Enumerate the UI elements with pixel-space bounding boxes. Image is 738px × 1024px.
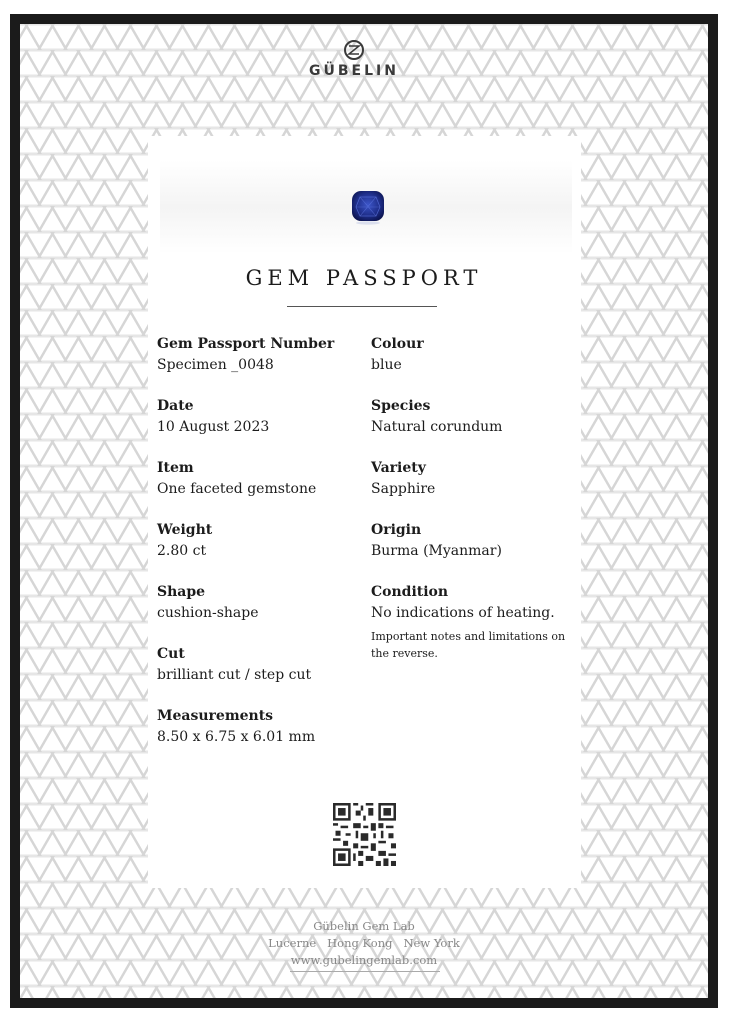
- field-value: Natural corundum: [371, 419, 503, 435]
- field-label: Condition: [371, 584, 449, 600]
- field-value: blue: [371, 357, 402, 373]
- field-label: Variety: [371, 460, 426, 476]
- field-label: Gem Passport Number: [157, 336, 335, 352]
- field-value: Sapphire: [371, 481, 436, 497]
- field-value: brilliant cut / step cut: [157, 667, 312, 683]
- field-label: Weight: [157, 522, 213, 538]
- field-colour: [371, 334, 581, 396]
- field-variety: [371, 458, 581, 520]
- title-divider: [287, 306, 437, 307]
- field-label: Colour: [371, 336, 424, 352]
- field-condition: [371, 582, 581, 660]
- field-value: 8.50 x 6.75 x 6.01 mm: [157, 729, 316, 745]
- field-value: 2.80 ct: [157, 543, 207, 559]
- field-value: One faceted gemstone: [157, 481, 317, 497]
- field-item: [157, 458, 357, 520]
- field-value: Burma (Myanmar): [371, 543, 502, 559]
- details-right-column: [371, 334, 581, 660]
- footer: [0, 918, 728, 969]
- field-weight: [157, 520, 357, 582]
- field-origin: [371, 520, 581, 582]
- brand-logo: [0, 40, 708, 79]
- field-value: Specimen _0048: [157, 357, 274, 373]
- field-label: Item: [157, 460, 194, 476]
- field-value: cushion-shape: [157, 605, 259, 621]
- field-cut: [157, 644, 357, 706]
- field-label: Origin: [371, 522, 422, 538]
- footer-website-link[interactable]: www.gubelingemlab.com: [290, 953, 438, 967]
- details-left-column: [157, 334, 357, 768]
- field-label: Date: [157, 398, 194, 414]
- brand-emblem-icon: [344, 40, 364, 60]
- footer-lab-name: Gübelin Gem Lab: [313, 919, 415, 933]
- field-value: No indications of heating.: [371, 605, 555, 621]
- field-measurements: [157, 706, 357, 768]
- document-title: GEM PASSPORT: [245, 266, 483, 290]
- brand-name: GÜBELIN: [309, 63, 399, 79]
- footer-divider: [290, 971, 440, 972]
- field-label: Shape: [157, 584, 206, 600]
- field-passport-number: [157, 334, 357, 396]
- field-shape: [157, 582, 357, 644]
- field-label: Species: [371, 398, 431, 414]
- footer-locations: Lucerne Hong Kong New York: [268, 936, 460, 950]
- field-date: [157, 396, 357, 458]
- field-label: Cut: [157, 646, 185, 662]
- sapphire-gem-icon: [350, 189, 386, 225]
- field-species: [371, 396, 581, 458]
- qr-code-icon[interactable]: [333, 803, 396, 866]
- field-value: 10 August 2023: [157, 419, 270, 435]
- condition-note: Important notes and limitations on the reverse.: [371, 630, 566, 660]
- field-label: Measurements: [157, 708, 274, 724]
